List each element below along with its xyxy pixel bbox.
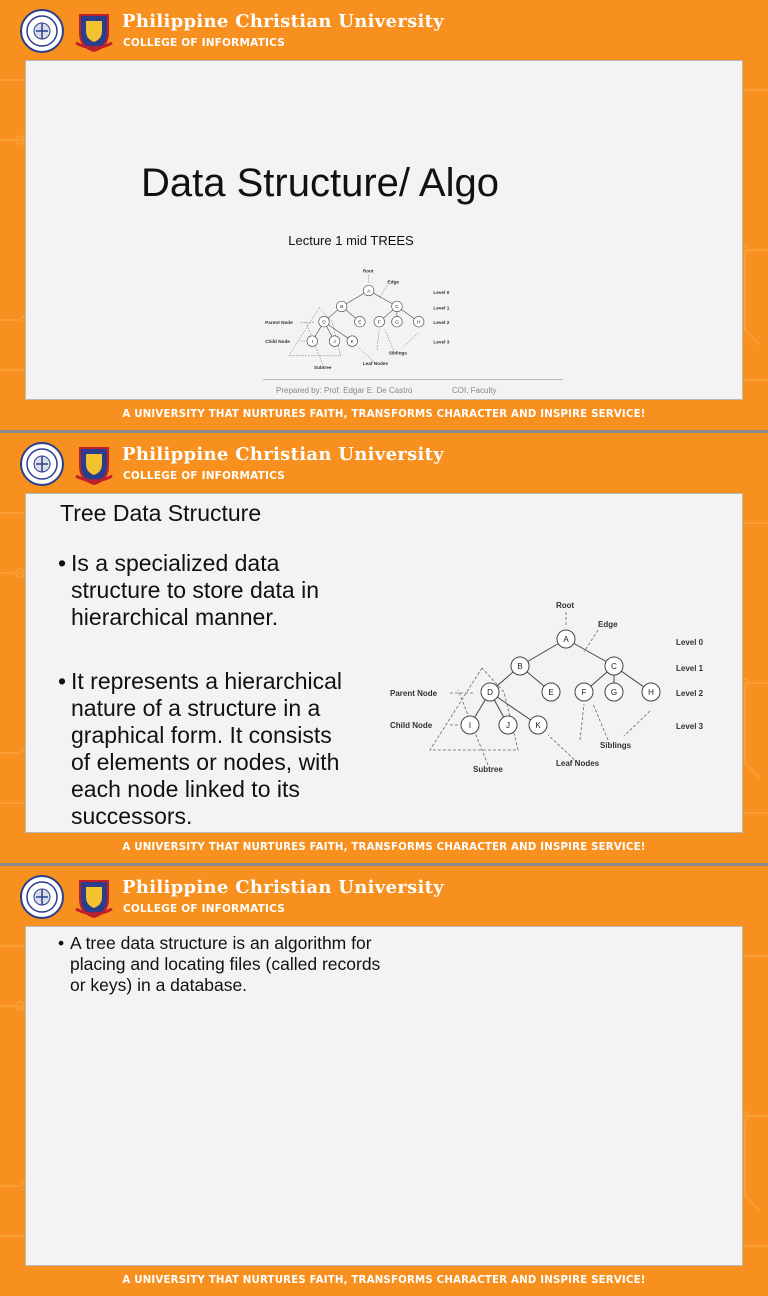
svg-text:J: J bbox=[333, 338, 336, 344]
university-name: Philippine Christian University bbox=[122, 444, 445, 465]
slide-1 bbox=[0, 0, 768, 430]
svg-text:Siblings: Siblings bbox=[600, 741, 632, 750]
bullet-icon: • bbox=[58, 550, 67, 576]
bullet-item bbox=[58, 933, 380, 996]
bullet-text: Is a specialized data structure to store data in hierarchical manner. bbox=[71, 550, 320, 630]
department-text: COI, Faculty bbox=[452, 386, 497, 395]
svg-text:Siblings: Siblings bbox=[388, 350, 407, 356]
svg-text:C: C bbox=[395, 304, 399, 310]
university-tagline: A UNIVERSITY THAT NURTURES FAITH, TRANSFORMS CHARACTER AND INSPIRE SERVICE! bbox=[122, 1275, 646, 1286]
svg-text:Level 3: Level 3 bbox=[676, 722, 704, 731]
content-panel bbox=[25, 60, 743, 400]
svg-text:Child Node: Child Node bbox=[265, 338, 290, 344]
bullet-item bbox=[58, 668, 342, 830]
slide-3 bbox=[0, 866, 768, 1296]
university-name: Philippine Christian University bbox=[122, 877, 445, 898]
svg-text:A: A bbox=[563, 635, 569, 644]
slide-header bbox=[0, 0, 768, 58]
slide-subtitle: Lecture 1 mid TREES bbox=[288, 233, 414, 248]
svg-text:Level 2: Level 2 bbox=[433, 320, 450, 326]
university-seal-icon bbox=[20, 9, 64, 53]
svg-text:F: F bbox=[377, 319, 381, 325]
svg-text:K: K bbox=[350, 338, 354, 344]
svg-text:D: D bbox=[322, 319, 326, 325]
slide-title: Data Structure/ Algo bbox=[141, 161, 499, 205]
university-seal-icon bbox=[20, 442, 64, 486]
svg-text:Leaf Nodes: Leaf Nodes bbox=[556, 759, 600, 768]
svg-text:Leaf Nodes: Leaf Nodes bbox=[362, 361, 389, 367]
tree-diagram-small bbox=[264, 267, 464, 377]
slide-2 bbox=[0, 433, 768, 863]
university-tagline: A UNIVERSITY THAT NURTURES FAITH, TRANSFORMS CHARACTER AND INSPIRE SERVICE! bbox=[122, 842, 646, 853]
svg-text:Level 0: Level 0 bbox=[433, 290, 450, 296]
college-crest-icon bbox=[72, 442, 116, 486]
university-tagline: A UNIVERSITY THAT NURTURES FAITH, TRANSFORMS CHARACTER AND INSPIRE SERVICE! bbox=[122, 409, 646, 420]
svg-text:Parent Node: Parent Node bbox=[265, 320, 293, 326]
svg-text:B: B bbox=[517, 662, 523, 671]
slide-header bbox=[0, 866, 768, 924]
svg-text:J: J bbox=[506, 721, 510, 730]
bullet-text: It represents a hierarchical nature of a structure in a graphical form. It consists of elements or nodes, with each node linked to its successors. bbox=[71, 668, 343, 829]
svg-text:G: G bbox=[395, 319, 399, 325]
svg-text:I: I bbox=[311, 338, 313, 344]
svg-text:Edge: Edge bbox=[387, 279, 399, 285]
content-panel bbox=[25, 926, 743, 1266]
slide-header bbox=[0, 433, 768, 491]
svg-text:H: H bbox=[648, 688, 654, 697]
bullet-icon: • bbox=[58, 668, 67, 694]
tree-diagram bbox=[388, 600, 728, 785]
svg-text:H: H bbox=[417, 319, 421, 325]
university-name: Philippine Christian University bbox=[122, 11, 445, 32]
svg-text:Level 1: Level 1 bbox=[676, 664, 704, 673]
svg-text:A: A bbox=[367, 288, 371, 294]
bullet-item bbox=[58, 550, 319, 631]
svg-text:F: F bbox=[581, 688, 587, 697]
svg-text:D: D bbox=[487, 688, 493, 697]
bullet-text: A tree data structure is an algorithm for placing and locating files (called records or keys) in a database. bbox=[70, 933, 381, 995]
svg-text:Level 2: Level 2 bbox=[676, 689, 704, 698]
tree-diagram-large bbox=[388, 600, 728, 785]
credit-divider bbox=[263, 379, 563, 380]
prepared-by-text: Prepared by: Prof. Edgar E. De Castro bbox=[276, 386, 413, 395]
svg-text:Level 0: Level 0 bbox=[676, 638, 704, 647]
college-name: COLLEGE OF INFORMATICS bbox=[123, 37, 285, 49]
svg-text:Subtree: Subtree bbox=[314, 364, 332, 370]
svg-text:C: C bbox=[611, 662, 617, 671]
svg-text:Edge: Edge bbox=[598, 620, 618, 629]
svg-text:Root: Root bbox=[362, 268, 374, 274]
content-panel bbox=[25, 493, 743, 833]
svg-text:Root: Root bbox=[556, 601, 575, 610]
slide-heading: Tree Data Structure bbox=[60, 500, 262, 526]
tree-diagram bbox=[264, 267, 464, 377]
college-name: COLLEGE OF INFORMATICS bbox=[123, 470, 285, 482]
svg-text:Parent Node: Parent Node bbox=[390, 689, 438, 698]
college-crest-icon bbox=[72, 9, 116, 53]
bullet-icon: • bbox=[58, 933, 65, 953]
svg-text:I: I bbox=[468, 721, 472, 730]
svg-text:E: E bbox=[358, 319, 362, 325]
college-name: COLLEGE OF INFORMATICS bbox=[123, 903, 285, 915]
svg-text:E: E bbox=[548, 688, 554, 697]
svg-text:Child Node: Child Node bbox=[390, 721, 433, 730]
svg-text:Level 1: Level 1 bbox=[433, 305, 450, 311]
svg-text:Subtree: Subtree bbox=[473, 765, 503, 774]
university-seal-icon bbox=[20, 875, 64, 919]
svg-text:Level 3: Level 3 bbox=[433, 339, 450, 345]
svg-text:B: B bbox=[340, 304, 344, 310]
svg-text:K: K bbox=[535, 721, 541, 730]
college-crest-icon bbox=[72, 875, 116, 919]
svg-text:G: G bbox=[610, 688, 618, 697]
